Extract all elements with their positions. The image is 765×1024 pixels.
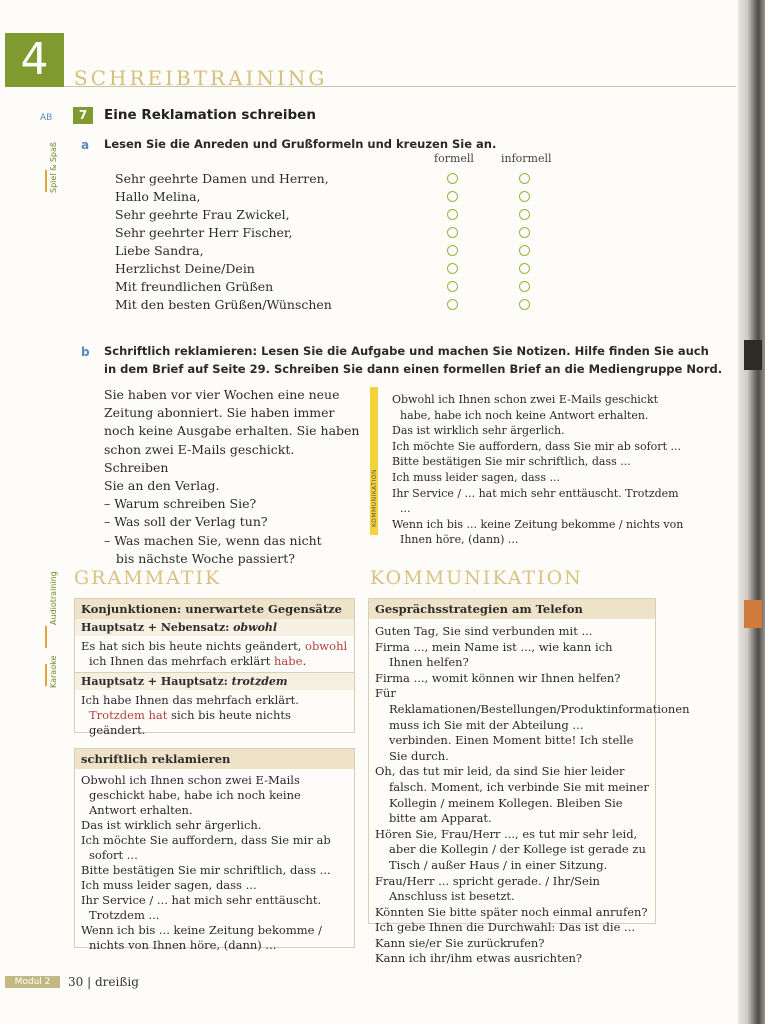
page-digit: 30: [68, 975, 84, 989]
phrase: Für Reklamationen/Bestellungen/Produktinformationen muss ich Sie mit der Abteilung ... verbinden. Einen Moment bitte! Ich stelle Sie durch.: [375, 686, 690, 763]
greeting-text: Sehr geehrte Frau Zwickel,: [115, 207, 290, 222]
phrase: Bitte bestätigen Sie mir schriftlich, dass ...: [81, 863, 331, 877]
grammar-subhead-obwohl: [75, 619, 354, 636]
task-line: Sie an den Verlag.: [104, 478, 220, 494]
column-informell: informell: [501, 152, 552, 165]
radio-formell[interactable]: [447, 209, 458, 220]
highlight-word: hat: [148, 708, 168, 722]
phrase: Hören Sie, Frau/Herr ..., es tut mir sehr leid, aber die Kollegin / der Kollege ist gerade zu Tisch / außer Haus / in einer Sitzung.: [375, 826, 646, 872]
phrase: Kann sie/er Sie zurückrufen?: [375, 935, 545, 950]
grammar-box-reklamieren: [74, 748, 355, 952]
phrase: Firma ..., mein Name ist ..., wie kann ich Ihnen helfen?: [375, 639, 613, 670]
example-text: .: [302, 654, 307, 668]
radio-informell[interactable]: [519, 191, 530, 202]
grammar-example-trotzdem: [75, 690, 354, 741]
phrase: Ihr Service / ... hat mich sehr enttäuscht. Trotzdem ...: [81, 893, 322, 922]
radio-formell[interactable]: [447, 173, 458, 184]
page-edge-detail: [744, 600, 762, 628]
instruction-line: in dem Brief auf Seite 29. Schreiben Sie dann einen formellen Brief an die Mediengruppe Nord.: [104, 362, 723, 376]
grammar-box-konjunktionen: [74, 598, 355, 737]
greeting-text: Herzlichst Deine/Dein: [115, 261, 255, 276]
radio-formell[interactable]: [447, 245, 458, 256]
example-text: Ich habe Ihnen das mehrfach erklärt.: [81, 693, 299, 707]
phrase: Obwohl ich Ihnen schon zwei E-Mails geschickt habe, habe ich noch keine Antwort erhalten.: [392, 393, 659, 422]
greeting-text: Sehr geehrter Herr Fischer,: [115, 225, 293, 240]
instruction-line: Schriftlich reklamieren: Lesen Sie die Aufgabe und machen Sie Notizen. Hilfe finden Sie auch: [104, 344, 709, 358]
grammar-example-obwohl: [75, 636, 354, 672]
reklamieren-phrases: [75, 769, 354, 956]
side-marker: [45, 626, 47, 648]
radio-informell[interactable]: [519, 209, 530, 220]
side-label-karaoke: Karaoke: [49, 655, 58, 688]
highlight-word: obwohl: [305, 639, 348, 653]
greeting-item: [115, 296, 435, 314]
phrase: Ich gebe Ihnen die Durchwahl: Das ist die ...: [375, 920, 636, 935]
subhead-label: Hauptsatz + Hauptsatz:: [81, 675, 232, 688]
task-line: Zeitung abonniert. Sie haben immer: [104, 405, 335, 421]
radio-informell[interactable]: [519, 173, 530, 184]
side-label-audio: Audiotraining: [49, 571, 58, 625]
radio-informell[interactable]: [519, 227, 530, 238]
exercise-title: Eine Reklamation schreiben: [104, 107, 316, 123]
phrase: Wenn ich bis ... keine Zeitung bekomme / nichts von Ihnen höre, (dann) ...: [392, 517, 684, 547]
phrase: Guten Tag, Sie sind verbunden mit ...: [375, 624, 593, 638]
grammar-box-title: schriftlich reklamieren: [75, 749, 354, 769]
part-a-letter: a: [81, 138, 90, 152]
phrase: Ihr Service / ... hat mich sehr enttäuscht. Trotzdem ...: [392, 486, 679, 516]
chapter-number: 4: [5, 33, 64, 87]
phrase: Oh, das tut mir leid, da sind Sie hier leider falsch. Moment, ich verbinde Sie mit meiner Kollegin / meinem Kollegen. Bleiben Sie bitte am Apparat.: [375, 764, 649, 826]
page-edge-detail: [744, 340, 762, 370]
greeting-item: [115, 188, 435, 206]
greeting-text: Hallo Melina,: [115, 189, 201, 204]
task-line: noch keine Ausgabe erhalten. Sie haben: [104, 423, 360, 439]
greeting-text: Liebe Sandra,: [115, 243, 204, 258]
phrase: Könnten Sie bitte später noch einmal anrufen?: [375, 904, 648, 919]
radio-informell[interactable]: [519, 245, 530, 256]
example-text: Es hat sich bis heute nichts geändert,: [81, 639, 306, 653]
greeting-item: [115, 224, 435, 242]
kommunikation-box: [368, 598, 690, 966]
example-text: sich bis heute nichts geändert.: [89, 708, 291, 737]
radio-formell[interactable]: [447, 191, 458, 202]
phrase: Ich möchte Sie auffordern, dass Sie mir ab sofort ...: [392, 439, 681, 453]
radio-informell[interactable]: [519, 281, 530, 292]
grammar-subhead-trotzdem: [75, 672, 354, 690]
task-description: [104, 386, 360, 568]
kommunikation-box-title: Gesprächsstrategien am Telefon: [369, 599, 655, 619]
kommunikation-side-label: KOMMUNIKATION: [371, 469, 378, 527]
subhead-word: obwohl: [233, 621, 278, 634]
page-separator: |: [87, 975, 92, 989]
part-a-instruction: Lesen Sie die Anreden und Grußformeln und kreuzen Sie an.: [104, 137, 497, 151]
greeting-item: [115, 242, 435, 260]
kommunikation-phrases: [392, 392, 688, 548]
highlight-word: habe: [274, 654, 303, 668]
greeting-item: [115, 206, 435, 224]
phrase: Firma ..., womit können wir Ihnen helfen?: [375, 670, 621, 685]
radio-informell[interactable]: [519, 263, 530, 274]
radio-formell[interactable]: [447, 227, 458, 238]
column-formell: formell: [434, 152, 474, 165]
greeting-text: Mit den besten Grüßen/Wünschen: [115, 297, 332, 312]
greeting-item: [115, 260, 435, 278]
side-marker: [45, 664, 47, 686]
page-number: [68, 975, 139, 989]
phrase: Obwohl ich Ihnen schon zwei E-Mails geschickt habe, habe ich noch keine Antwort erhalten.: [81, 773, 301, 817]
task-line: schon zwei E-Mails geschickt. Schreiben: [104, 441, 295, 475]
phrase: Kann ich ihr/ihm etwas ausrichten?: [375, 951, 583, 966]
grammar-box-title: Konjunktionen: unerwartete Gegensätze: [75, 599, 354, 619]
kommunikation-heading: KOMMUNIKATION: [370, 567, 583, 589]
phrase: Ich muss leider sagen, dass ...: [81, 878, 257, 892]
radio-formell[interactable]: [447, 299, 458, 310]
greeting-text: Sehr geehrte Damen und Herren,: [115, 171, 329, 186]
part-b-letter: b: [81, 345, 90, 359]
phrase: Ich möchte Sie auffordern, dass Sie mir ab sofort ...: [81, 833, 331, 862]
task-line: – Was soll der Verlag tun?: [104, 514, 268, 530]
task-line: – Was machen Sie, wenn das nicht: [104, 532, 322, 548]
radio-formell[interactable]: [447, 281, 458, 292]
subhead-word: trotzdem: [231, 675, 288, 688]
phrase: Frau/Herr ... spricht gerade. / Ihr/Sein Anschluss ist besetzt.: [375, 873, 600, 904]
subhead-label: Hauptsatz + Nebensatz:: [81, 621, 234, 634]
phrase: Bitte bestätigen Sie mir schriftlich, dass ...: [392, 455, 631, 469]
phrase: Das ist wirklich sehr ärgerlich.: [392, 424, 565, 438]
radio-informell[interactable]: [519, 299, 530, 310]
radio-formell[interactable]: [447, 263, 458, 274]
example-text: ich Ihnen das mehrfach erklärt: [89, 654, 274, 668]
side-label-spiel: Spiel & Spaß: [49, 142, 58, 193]
task-line: Sie haben vor vier Wochen eine neue: [104, 387, 340, 402]
page-word: dreißig: [94, 975, 139, 989]
phrase: Ich muss leider sagen, dass ...: [392, 470, 560, 484]
greeting-text: Mit freundlichen Grüßen: [115, 279, 274, 294]
exercise-number: 7: [73, 107, 93, 124]
grammatik-heading: GRAMMATIK: [74, 567, 222, 589]
part-b-instruction: [104, 342, 724, 378]
greeting-item: [115, 278, 435, 296]
side-marker: [45, 170, 47, 192]
greeting-list: [115, 170, 435, 314]
phrase: Das ist wirklich sehr ärgerlich.: [81, 818, 262, 832]
task-line: bis nächste Woche passiert?: [104, 550, 295, 566]
telefon-phrases: [369, 619, 690, 970]
ab-label: AB: [40, 113, 53, 123]
highlight-word: Trotzdem: [89, 708, 145, 722]
module-tab: Modul 2: [5, 976, 60, 988]
page-edge-shadow: [738, 0, 765, 1024]
chapter-title: SCHREIBTRAINING: [74, 66, 328, 90]
task-line: – Warum schreiben Sie?: [104, 496, 257, 512]
greeting-item: [115, 170, 435, 188]
phrase: Wenn ich bis ... keine Zeitung bekomme / nichts von Ihnen höre, (dann) ...: [81, 923, 323, 952]
